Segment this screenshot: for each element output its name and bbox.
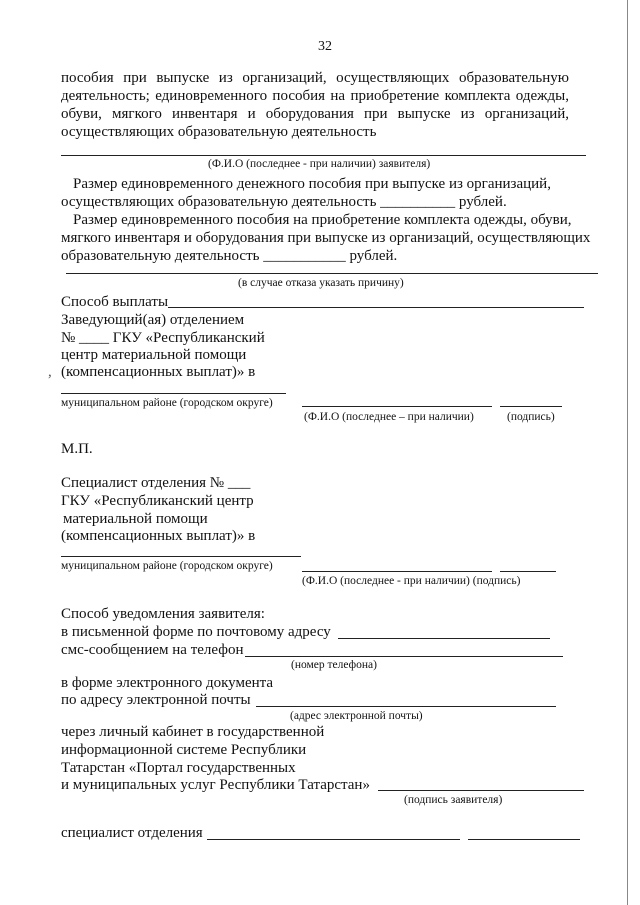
- lump-sum-line-2: осуществляющих образовательную деятельность __________ рублей.: [61, 194, 507, 210]
- refusal-reason-line[interactable]: [66, 273, 598, 274]
- email-line[interactable]: [256, 706, 556, 707]
- head-fio-caption: (Ф.И.О (последнее – при наличии): [304, 411, 474, 423]
- page-edge-line: [627, 0, 628, 905]
- clothing-line-1: Размер единовременного пособия на приобретение комплекта одежды, обуви,: [73, 212, 572, 228]
- intro-line-1: пособия при выпуске из организаций, осуществляющих образовательную: [61, 70, 569, 86]
- intro-line-3: обуви, мягкого инвентаря и оборудования при выпуске из организаций,: [61, 106, 569, 122]
- specialist-signature-line[interactable]: [500, 571, 556, 572]
- stamp-label: М.П.: [61, 441, 93, 457]
- notification-title: Способ уведомления заявителя:: [61, 606, 265, 622]
- phone-line[interactable]: [245, 656, 563, 657]
- phone-caption: (номер телефона): [291, 659, 377, 671]
- specialist-line-4: (компенсационных выплат)» в: [61, 528, 256, 544]
- head-fio-line[interactable]: [302, 406, 492, 407]
- head-signature-line[interactable]: [500, 406, 562, 407]
- email-caption: (адрес электронной почты): [290, 710, 423, 722]
- head-line-2: № ____ ГКУ «Республиканский: [61, 330, 265, 346]
- electronic-line-1: в форме электронного документа: [61, 675, 274, 691]
- notification-mail-label: в письменной форме по почтовому адресу: [61, 624, 331, 640]
- applicant-fio-caption: (Ф.И.О (последнее - при наличии) заявителя): [208, 158, 431, 170]
- mail-address-line[interactable]: [338, 638, 550, 639]
- applicant-signature-line[interactable]: [378, 790, 584, 791]
- portal-line-2: информационной системе Республики: [61, 742, 307, 758]
- refusal-caption: (в случае отказа указать причину): [238, 277, 404, 289]
- head-district-line[interactable]: [61, 393, 286, 394]
- notification-sms-label: смс-сообщением на телефон: [61, 642, 244, 658]
- specialist-line-1: Специалист отделения № ___: [61, 475, 251, 491]
- portal-line-3: Татарстан «Портал государственных: [61, 760, 296, 776]
- margin-mark: ,: [48, 364, 52, 380]
- intro-line-4: осуществляющих образовательную деятельность: [61, 124, 377, 140]
- footer-signature-line[interactable]: [468, 839, 580, 840]
- head-signature-caption: (подпись): [507, 411, 555, 423]
- portal-line-4: и муниципальных услуг Республики Татарстан»: [61, 777, 370, 793]
- electronic-line-2: по адресу электронной почты: [61, 692, 251, 708]
- payment-method-line[interactable]: [168, 307, 584, 308]
- specialist-district-line[interactable]: [61, 556, 301, 557]
- applicant-signature-caption: (подпись заявителя): [404, 794, 503, 806]
- payment-method-label: Способ выплаты: [61, 294, 169, 310]
- head-line-3: центр материальной помощи: [61, 347, 247, 363]
- lump-sum-line-1: Размер единовременного денежного пособия при выпуске из организаций,: [73, 176, 551, 192]
- footer-fio-line[interactable]: [207, 839, 460, 840]
- clothing-line-3: образовательную деятельность ___________ рублей.: [61, 248, 398, 264]
- head-line-4: (компенсационных выплат)» в: [61, 364, 256, 380]
- portal-line-1: через личный кабинет в государственной: [61, 724, 325, 740]
- applicant-fio-line[interactable]: [61, 155, 586, 156]
- specialist-fio-line[interactable]: [302, 571, 492, 572]
- page-number: 32: [318, 39, 332, 54]
- intro-line-2: деятельность; единовременного пособия на приобретение комплекта одежды,: [61, 88, 569, 104]
- specialist-line-2: ГКУ «Республиканский центр: [61, 493, 254, 509]
- specialist-district-label: муниципальном районе (городском округе): [61, 560, 273, 572]
- head-line-1: Заведующий(ая) отделением: [61, 312, 245, 328]
- head-district-label: муниципальном районе (городском округе): [61, 397, 273, 409]
- footer-specialist-label: специалист отделения: [61, 825, 203, 841]
- clothing-line-2: мягкого инвентаря и оборудования при выпуске из организаций, осуществляющих: [61, 230, 591, 246]
- specialist-caption: (Ф.И.О (последнее - при наличии) (подпись): [302, 575, 521, 587]
- specialist-line-3: материальной помощи: [63, 511, 208, 527]
